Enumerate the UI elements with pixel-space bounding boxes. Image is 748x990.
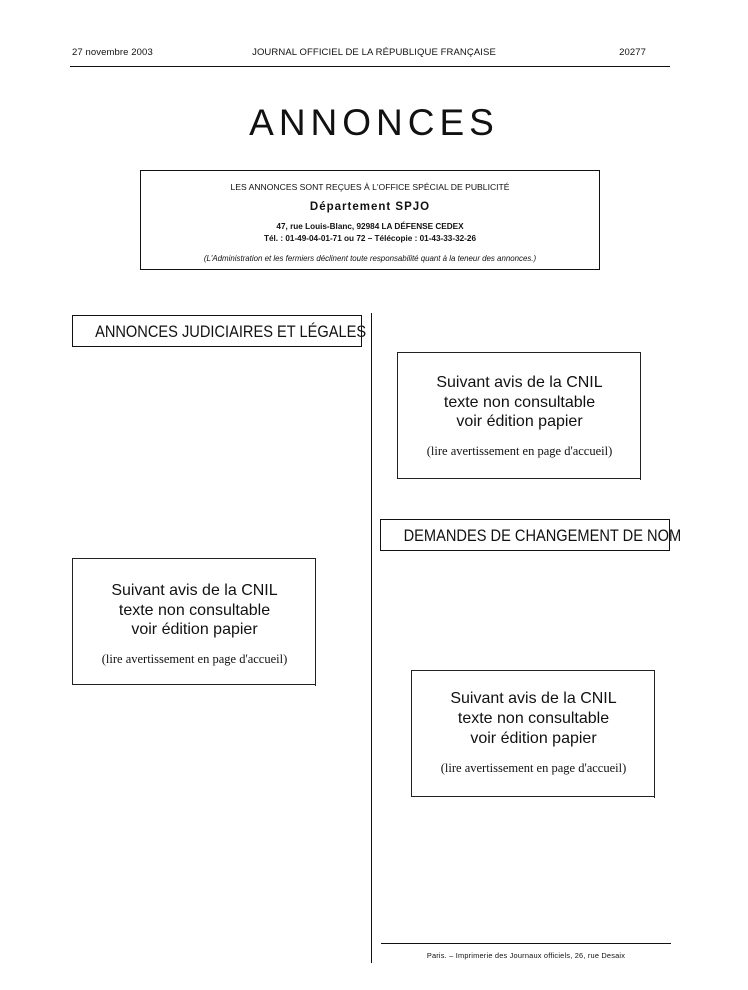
footer-rule — [381, 943, 671, 944]
notice-line-1: Suivant avis de la CNIL — [436, 374, 603, 391]
section-header-changement-nom-label: DEMANDES DE CHANGEMENT DE NOM — [403, 526, 682, 545]
notice-line-3: voir édition papier — [470, 730, 597, 747]
notice-line-2: texte non consultable — [443, 394, 596, 411]
cnil-notice-box — [411, 670, 655, 797]
info-department: Département SPJO — [309, 201, 431, 213]
notice-line-2: texte non consultable — [118, 602, 271, 619]
header-date: 27 novembre 2003 — [72, 47, 153, 58]
cnil-notice-box — [72, 558, 316, 685]
header-page-number: 20277 — [619, 47, 646, 58]
header-rule — [70, 66, 670, 67]
header-journal-title: JOURNAL OFFICIEL DE LA RÉPUBLIQUE FRANÇAISE — [252, 47, 496, 58]
column-divider — [371, 313, 372, 963]
info-phones: Tél. : 01-49-04-01-71 ou 72 – Télécopie : 01-43-33-32-26 — [263, 234, 477, 243]
notice-line-4: (lire avertissement en page d'accueil) — [440, 761, 627, 775]
section-header-judiciaires-label: ANNONCES JUDICIAIRES ET LÉGALES — [95, 322, 367, 341]
notice-line-4: (lire avertissement en page d'accueil) — [101, 652, 288, 666]
notice-line-2: texte non consultable — [457, 710, 610, 727]
notice-line-1: Suivant avis de la CNIL — [450, 690, 617, 707]
footer-printer-line: Paris. – Imprimerie des Journaux officiels, 26, rue Desaix — [426, 951, 626, 960]
notice-line-3: voir édition papier — [456, 413, 583, 430]
notice-line-1: Suivant avis de la CNIL — [111, 582, 278, 599]
section-header-changement-nom — [380, 519, 682, 551]
notice-line-4: (lire avertissement en page d'accueil) — [426, 444, 613, 458]
info-office-line: LES ANNONCES SONT REÇUES À L'OFFICE SPÉCIAL DE PUBLICITÉ — [230, 182, 510, 192]
info-address: 47, rue Louis-Blanc, 92984 LA DÉFENSE CEDEX — [276, 222, 464, 231]
publicity-info-box — [140, 170, 600, 270]
section-header-judiciaires — [72, 315, 367, 347]
page-title: ANNONCES — [249, 102, 499, 143]
info-disclaimer: (L'Administration et les fermiers déclinent toute responsabilité quant à la teneur des annonces.) — [203, 254, 537, 263]
cnil-notice-box — [397, 352, 641, 479]
notice-line-3: voir édition papier — [131, 621, 258, 638]
